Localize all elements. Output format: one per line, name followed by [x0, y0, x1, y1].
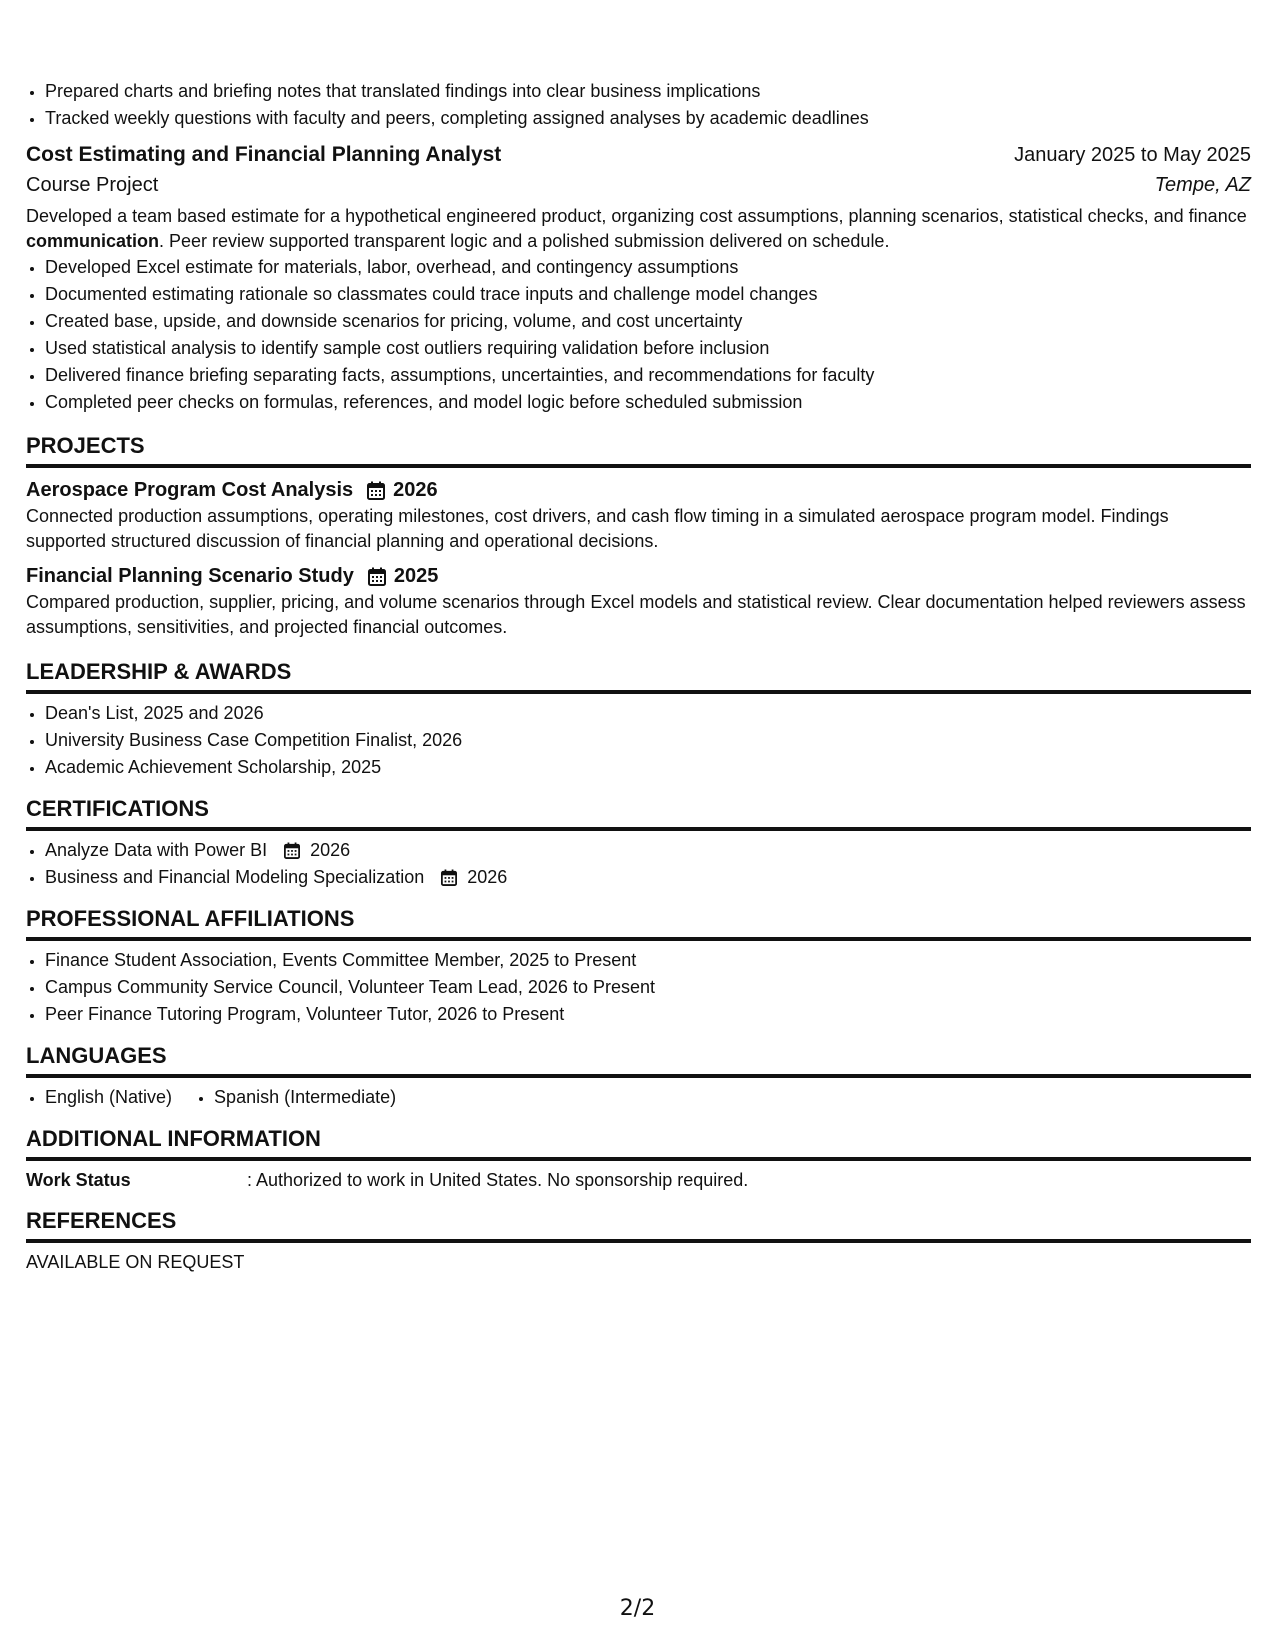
experience-subtitle: Course Project — [26, 174, 159, 196]
certification-name: Business and Financial Modeling Specialization — [45, 867, 425, 887]
work-status-row — [26, 1167, 1251, 1193]
project-name: Financial Planning Scenario Study — [26, 565, 354, 587]
experience-title: Cost Estimating and Financial Planning Analyst — [26, 143, 502, 166]
leadership-list — [26, 700, 1251, 781]
project-description: Connected production assumptions, operating milestones, cost drivers, and cash flow timing in a simulated aerospace program model. Findings supported structured discussion of financial planning and operational decisions. — [26, 506, 1169, 551]
list-item: • Tracked weekly questions with faculty and peers, completing assigned analyses by academic deadlines — [45, 105, 1251, 132]
experience-entry — [26, 140, 1251, 416]
intro-bullet-list — [26, 78, 1251, 132]
list-item: • Prepared charts and briefing notes that translated findings into clear business implications — [45, 78, 1251, 105]
project-name: Aerospace Program Cost Analysis — [26, 479, 354, 501]
certifications-list — [26, 837, 1251, 891]
section-heading-leadership: LEADERSHIP & AWARDS — [26, 658, 1251, 694]
section-heading-languages: LANGUAGES — [26, 1042, 1251, 1078]
section-heading-projects: PROJECTS — [26, 432, 1251, 468]
list-item: • Delivered finance briefing separating facts, assumptions, uncertainties, and recommendations for faculty — [45, 362, 1251, 389]
list-item: • Spanish (Intermediate) — [214, 1084, 396, 1111]
experience-dates: January 2025 to May 2025 — [1014, 144, 1251, 166]
calendar-icon — [284, 842, 300, 859]
calendar-icon — [441, 869, 457, 886]
summary-bold-text: communication — [26, 231, 160, 251]
list-item: • Academic Achievement Scholarship, 2025 — [45, 754, 1251, 781]
list-item: • Used statistical analysis to identify sample cost outliers requiring validation before inclusion — [45, 335, 1251, 362]
summary-text: Developed a team based estimate for a hypothetical engineered product, organizing cost assumptions, planning scenarios, statistical checks, and finance — [26, 206, 1247, 226]
list-item: • Peer Finance Tutoring Program, Volunteer Tutor, 2026 to Present — [45, 1001, 1251, 1028]
section-heading-additional: ADDITIONAL INFORMATION — [26, 1125, 1251, 1161]
list-item: • Created base, upside, and downside scenarios for pricing, volume, and cost uncertainty — [45, 308, 1251, 335]
project-year: 2025 — [393, 565, 439, 587]
list-item — [45, 864, 1251, 891]
list-item — [45, 837, 1251, 864]
section-heading-certifications: CERTIFICATIONS — [26, 795, 1251, 831]
section-heading-references: REFERENCES — [26, 1207, 1251, 1243]
project-item — [26, 562, 1251, 640]
page-number: 2/2 — [619, 1596, 656, 1621]
project-item — [26, 476, 1251, 554]
experience-bullet-list — [26, 254, 1251, 416]
experience-summary — [26, 204, 1251, 254]
affiliations-list — [26, 947, 1251, 1028]
project-description: Compared production, supplier, pricing, and volume scenarios through Excel models and statistical review. Clear documentation helped reviewers assess assumptions, sensitivities, and projected financial outcomes. — [26, 592, 1246, 637]
list-item: • Campus Community Service Council, Volunteer Team Lead, 2026 to Present — [45, 974, 1251, 1001]
calendar-icon — [368, 567, 386, 586]
list-item: • Completed peer checks on formulas, references, and model logic before scheduled submission — [45, 389, 1251, 416]
references-text: AVAILABLE ON REQUEST — [26, 1252, 245, 1272]
experience-location: Tempe, AZ — [1154, 174, 1251, 196]
list-item: • Documented estimating rationale so classmates could trace inputs and challenge model changes — [45, 281, 1251, 308]
resume-page — [26, 78, 1251, 1275]
certification-year: 2026 — [310, 840, 351, 860]
list-item: • English (Native) — [45, 1084, 172, 1111]
calendar-icon — [367, 481, 385, 500]
work-status-value: : Authorized to work in United States. No sponsorship required. — [247, 1170, 749, 1190]
list-item: • Finance Student Association, Events Committee Member, 2025 to Present — [45, 947, 1251, 974]
project-year: 2026 — [393, 479, 438, 501]
list-item: • Developed Excel estimate for materials, labor, overhead, and contingency assumptions — [45, 254, 1251, 281]
certification-year: 2026 — [467, 867, 508, 887]
list-item: • Dean's List, 2025 and 2026 — [45, 700, 1251, 727]
certification-name: Analyze Data with Power BI — [45, 840, 268, 860]
section-heading-affiliations: PROFESSIONAL AFFILIATIONS — [26, 905, 1251, 941]
list-item: • University Business Case Competition Finalist, 2026 — [45, 727, 1251, 754]
summary-text: . Peer review supported transparent logic and a polished submission delivered on schedule. — [159, 231, 890, 251]
work-status-label: Work Status — [26, 1170, 131, 1190]
languages-list — [26, 1084, 1251, 1111]
